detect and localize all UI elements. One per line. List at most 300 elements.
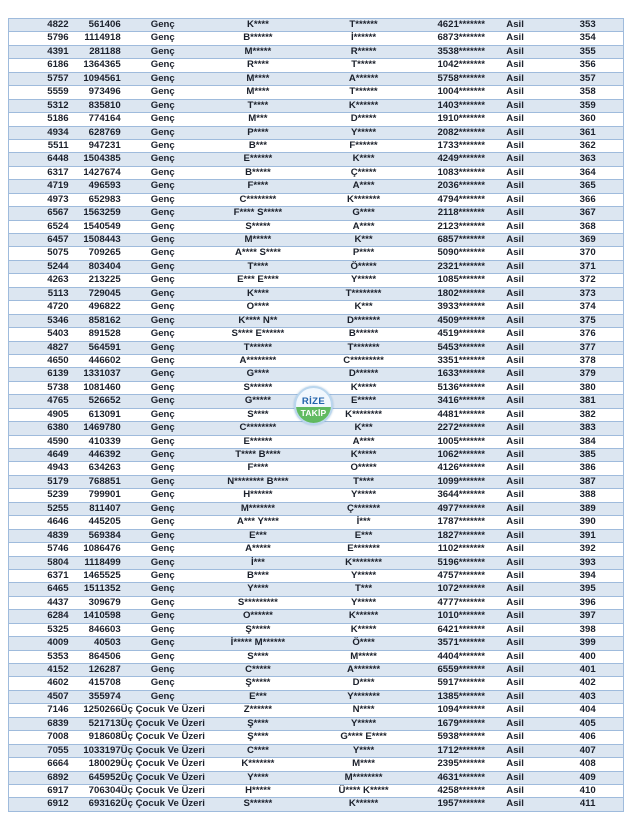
cell-draw_order: 375 (552, 314, 623, 327)
cell-draw_order: 364 (552, 166, 623, 179)
cell-status: Asil (506, 569, 552, 582)
cell-row_no: 4263 (9, 274, 69, 287)
cell-first_name: Ş**** (205, 717, 311, 730)
cell-last_name: K***** (311, 449, 416, 462)
table-row (9, 207, 624, 220)
table-row (9, 502, 624, 515)
cell-first_name: E*** (205, 690, 311, 703)
cell-application_no: 1033197 (69, 744, 121, 757)
cell-first_name: A**** S**** (205, 247, 311, 260)
cell-id_masked: 1062******* (416, 449, 506, 462)
cell-status: Asil (506, 529, 552, 542)
cell-first_name: E*** (205, 529, 311, 542)
cell-row_no: 4437 (9, 596, 69, 609)
table-row (9, 489, 624, 502)
cell-status: Asil (506, 556, 552, 569)
cell-category: Üç Çocuk Ve Üzeri (120, 731, 205, 743)
cell-id_masked: 2395******* (416, 758, 506, 771)
cell-id_masked: 2118******* (416, 207, 506, 220)
cell-id_masked: 2123******* (416, 220, 506, 233)
cell-first_name: A***** (205, 543, 311, 556)
cell-status: Asil (506, 287, 552, 300)
cell-row_no: 4765 (9, 395, 69, 408)
cell-last_name: Y******* (311, 690, 416, 703)
table-row (9, 677, 624, 690)
table-row (9, 220, 624, 233)
cell-application_no: 1511352 (69, 583, 121, 596)
cell-first_name: B***** (205, 166, 311, 179)
cell-row_no: 5511 (9, 139, 69, 152)
cell-id_masked: 3571******* (416, 637, 506, 650)
cell-last_name: K****** (311, 798, 416, 811)
cell-application_no: 947231 (69, 139, 121, 152)
cell-first_name: M**** (205, 86, 311, 99)
cell-draw_order: 361 (552, 126, 623, 139)
cell-last_name: D******* (311, 314, 416, 327)
cell-status: Asil (506, 113, 552, 126)
cell-first_name: H****** (205, 489, 311, 502)
cell-status: Asil (506, 220, 552, 233)
cell-application_no: 564591 (69, 341, 121, 354)
cell-draw_order: 353 (552, 19, 623, 32)
cell-first_name: K**** N** (205, 314, 311, 327)
cell-id_masked: 4621******* (416, 19, 506, 32)
cell-row_no: 5179 (9, 475, 69, 488)
cell-id_masked: 1633******* (416, 368, 506, 381)
cell-row_no: 5244 (9, 260, 69, 273)
cell-id_masked: 4404******* (416, 650, 506, 663)
cell-draw_order: 358 (552, 86, 623, 99)
cell-first_name: E****** (205, 435, 311, 448)
cell-first_name: B*** (205, 139, 311, 152)
cell-draw_order: 370 (552, 247, 623, 260)
cell-last_name: E******* (311, 543, 416, 556)
cell-id_masked: 5090******* (416, 247, 506, 260)
cell-last_name: C********* (311, 354, 416, 367)
cell-id_masked: 2036******* (416, 180, 506, 193)
cell-id_masked: 4126******* (416, 462, 506, 475)
cell-category: Genç (121, 328, 205, 341)
cell-row_no: 6912 (9, 798, 69, 811)
cell-draw_order: 365 (552, 180, 623, 193)
cell-last_name: E***** (311, 395, 416, 408)
cell-last_name: O***** (311, 462, 416, 475)
cell-status: Asil (506, 798, 552, 811)
cell-application_no: 1364365 (69, 59, 121, 72)
cell-draw_order: 366 (552, 193, 623, 206)
cell-draw_order: 354 (552, 32, 623, 45)
table-row (9, 569, 624, 582)
cell-draw_order: 363 (552, 153, 623, 166)
cell-id_masked: 4519******* (416, 328, 506, 341)
cell-first_name: T**** (205, 260, 311, 273)
cell-status: Asil (506, 610, 552, 623)
cell-application_no: 1508443 (69, 234, 121, 247)
cell-first_name: M*** (205, 113, 311, 126)
cell-category: Genç (121, 556, 205, 569)
cell-category: Genç (121, 354, 205, 367)
cell-application_no: 729045 (69, 287, 121, 300)
cell-status: Asil (506, 677, 552, 690)
cell-application_no: 1094561 (69, 72, 121, 85)
cell-first_name: İ***** M****** (205, 637, 311, 650)
cell-category: Genç (121, 86, 205, 99)
cell-row_no: 5804 (9, 556, 69, 569)
cell-application_no: 281188 (69, 45, 121, 58)
cell-application_no: 309679 (69, 596, 121, 609)
cell-status: Asil (506, 234, 552, 247)
cell-draw_order: 404 (552, 704, 623, 717)
cell-id_masked: 6421******* (416, 623, 506, 636)
cell-last_name: M***** (311, 650, 416, 663)
cell-row_no: 7055 (9, 744, 69, 757)
cell-status: Asil (506, 758, 552, 771)
cell-first_name: S****** (205, 381, 311, 394)
cell-draw_order: 374 (552, 301, 623, 314)
cell-id_masked: 5758******* (416, 72, 506, 85)
cell-draw_order: 402 (552, 677, 623, 690)
cell-application_no: 1086476 (69, 543, 121, 556)
cell-row_no: 7146 (9, 704, 69, 717)
cell-status: Asil (506, 139, 552, 152)
cell-last_name: Ç******* (311, 502, 416, 515)
cell-status: Asil (506, 435, 552, 448)
cell-category: Üç Çocuk Ve Üzeri (120, 784, 205, 796)
cell-draw_order: 400 (552, 650, 623, 663)
table-row (9, 583, 624, 596)
cell-draw_order: 379 (552, 368, 623, 381)
cell-category: Genç (121, 623, 205, 636)
cell-draw_order: 403 (552, 690, 623, 703)
cell-id_masked: 1802******* (416, 287, 506, 300)
cell-draw_order: 362 (552, 139, 623, 152)
cell-last_name: Y**** (311, 744, 416, 757)
cell-application_no: 858162 (69, 314, 121, 327)
cell-draw_order: 405 (552, 717, 623, 730)
cell-draw_order: 357 (552, 72, 623, 85)
cell-application_no: 213225 (69, 274, 121, 287)
cell-application_no: 180029 (69, 758, 121, 771)
cell-row_no: 6317 (9, 166, 69, 179)
cell-draw_order: 372 (552, 274, 623, 287)
cell-draw_order: 378 (552, 354, 623, 367)
cell-first_name: Ş***** (205, 623, 311, 636)
cell-id_masked: 1910******* (416, 113, 506, 126)
cell-id_masked: 2082******* (416, 126, 506, 139)
cell-category: Üç Çocuk Ve Üzeri (120, 798, 205, 810)
cell-application_no: 1504385 (69, 153, 121, 166)
cell-application_no: 410339 (69, 435, 121, 448)
cell-id_masked: 6873******* (416, 32, 506, 45)
cell-application_no: 1118499 (69, 556, 121, 569)
cell-last_name: P**** (311, 247, 416, 260)
cell-first_name: C******** (205, 422, 311, 435)
cell-category: Genç (121, 422, 205, 435)
cell-row_no: 5738 (9, 381, 69, 394)
cell-row_no: 4943 (9, 462, 69, 475)
cell-first_name: F**** S***** (205, 207, 311, 220)
cell-draw_order: 388 (552, 489, 623, 502)
cell-first_name: Y**** (205, 583, 311, 596)
cell-first_name: T**** B**** (205, 449, 311, 462)
cell-category: Genç (121, 435, 205, 448)
cell-application_no: 1469780 (69, 422, 121, 435)
table-row (9, 247, 624, 260)
cell-category: Genç (121, 207, 205, 220)
cell-row_no: 5403 (9, 328, 69, 341)
cell-last_name: Y***** (311, 717, 416, 730)
cell-status: Asil (506, 516, 552, 529)
cell-status: Asil (506, 19, 552, 32)
cell-row_no: 6371 (9, 569, 69, 582)
cell-last_name: K******* (311, 193, 416, 206)
cell-draw_order: 355 (552, 45, 623, 58)
cell-application_no: 693162 (69, 798, 121, 811)
cell-draw_order: 385 (552, 449, 623, 462)
cell-category: Genç (121, 166, 205, 179)
cell-application_no: 846603 (69, 623, 121, 636)
cell-category: Genç (121, 543, 205, 556)
cell-status: Asil (506, 314, 552, 327)
table-row (9, 32, 624, 45)
cell-application_no: 645952 (69, 771, 121, 784)
cell-id_masked: 5196******* (416, 556, 506, 569)
cell-last_name: N**** (311, 704, 416, 717)
cell-last_name: A******* (311, 664, 416, 677)
cell-last_name: Y***** (311, 274, 416, 287)
table-row (9, 166, 624, 179)
table-row (9, 301, 624, 314)
table-row (9, 287, 624, 300)
cell-application_no: 1114918 (69, 32, 121, 45)
cell-last_name: K******** (311, 408, 416, 421)
cell-first_name: G**** (205, 368, 311, 381)
cell-first_name: K**** (205, 19, 311, 32)
cell-row_no: 4391 (9, 45, 69, 58)
cell-id_masked: 4249******* (416, 153, 506, 166)
cell-row_no: 5353 (9, 650, 69, 663)
cell-application_no: 496822 (69, 301, 121, 314)
cell-id_masked: 4258******* (416, 784, 506, 797)
cell-draw_order: 391 (552, 529, 623, 542)
cell-status: Asil (506, 637, 552, 650)
cell-first_name: A*** Y**** (205, 516, 311, 529)
cell-last_name: T******* (311, 341, 416, 354)
cell-row_no: 5746 (9, 543, 69, 556)
cell-row_no: 6448 (9, 153, 69, 166)
cell-application_no: 40503 (69, 637, 121, 650)
cell-last_name: Ö***** (311, 260, 416, 273)
cell-application_no: 1540549 (69, 220, 121, 233)
cell-application_no: 569384 (69, 529, 121, 542)
cell-first_name: Y**** (205, 771, 311, 784)
cell-row_no: 5346 (9, 314, 69, 327)
cell-last_name: D**** (311, 677, 416, 690)
cell-id_masked: 4977******* (416, 502, 506, 515)
cell-draw_order: 368 (552, 220, 623, 233)
cell-application_no: 445205 (69, 516, 121, 529)
cell-first_name: S**** E****** (205, 328, 311, 341)
cell-category: Genç (121, 569, 205, 582)
cell-last_name: K****** (311, 610, 416, 623)
cell-category: Genç (121, 449, 205, 462)
cell-last_name: K**** (311, 153, 416, 166)
cell-first_name: S********* (205, 596, 311, 609)
cell-draw_order: 397 (552, 610, 623, 623)
cell-status: Asil (506, 422, 552, 435)
cell-row_no: 5075 (9, 247, 69, 260)
cell-category: Üç Çocuk Ve Üzeri (120, 704, 205, 716)
cell-first_name: K**** (205, 287, 311, 300)
table-row (9, 86, 624, 99)
cell-status: Asil (506, 717, 552, 730)
cell-id_masked: 1085******* (416, 274, 506, 287)
table-row (9, 798, 624, 811)
table-row (9, 314, 624, 327)
cell-draw_order: 377 (552, 341, 623, 354)
cell-first_name: T****** (205, 341, 311, 354)
cell-status: Asil (506, 744, 552, 757)
cell-category: Genç (121, 301, 205, 314)
cell-status: Asil (506, 59, 552, 72)
cell-first_name: O**** (205, 301, 311, 314)
cell-last_name: T*** (311, 583, 416, 596)
cell-application_no: 652983 (69, 193, 121, 206)
cell-draw_order: 393 (552, 556, 623, 569)
cell-first_name: T**** (205, 99, 311, 112)
cell-row_no: 6380 (9, 422, 69, 435)
table-row (9, 99, 624, 112)
cell-status: Asil (506, 623, 552, 636)
table-row (9, 596, 624, 609)
cell-id_masked: 1385******* (416, 690, 506, 703)
cell-first_name: Ş***** (205, 677, 311, 690)
cell-first_name: Ş**** (205, 731, 311, 744)
cell-last_name: İ****** (311, 32, 416, 45)
cell-status: Asil (506, 690, 552, 703)
table-row (9, 556, 624, 569)
cell-draw_order: 390 (552, 516, 623, 529)
table-row (9, 59, 624, 72)
rize-takip-watermark-badge (294, 386, 333, 425)
cell-first_name: M******* (205, 502, 311, 515)
cell-id_masked: 1004******* (416, 86, 506, 99)
cell-status: Asil (506, 462, 552, 475)
cell-row_no: 6839 (9, 717, 69, 730)
cell-last_name: K*** (311, 301, 416, 314)
cell-status: Asil (506, 328, 552, 341)
cell-status: Asil (506, 543, 552, 556)
cell-category: Genç (121, 677, 205, 690)
cell-row_no: 4719 (9, 180, 69, 193)
cell-application_no: 709265 (69, 247, 121, 260)
cell-first_name: N******** B**** (205, 475, 311, 488)
cell-application_no: 774164 (69, 113, 121, 126)
cell-last_name: M**** (311, 758, 416, 771)
cell-draw_order: 396 (552, 596, 623, 609)
cell-row_no: 7008 (9, 731, 69, 744)
cell-first_name: C**** (205, 744, 311, 757)
cell-last_name: T******** (311, 287, 416, 300)
cell-application_no: 1465525 (69, 569, 121, 582)
cell-id_masked: 1679******* (416, 717, 506, 730)
table-row (9, 637, 624, 650)
cell-row_no: 4839 (9, 529, 69, 542)
cell-id_masked: 3416******* (416, 395, 506, 408)
table-row (9, 717, 624, 730)
table-row (9, 193, 624, 206)
cell-first_name: F**** (205, 462, 311, 475)
table-row (9, 368, 624, 381)
cell-status: Asil (506, 207, 552, 220)
cell-id_masked: 1787******* (416, 516, 506, 529)
cell-first_name: M***** (205, 45, 311, 58)
cell-category: Genç (121, 45, 205, 58)
cell-first_name: C******** (205, 193, 311, 206)
cell-id_masked: 5453******* (416, 341, 506, 354)
cell-status: Asil (506, 247, 552, 260)
cell-application_no: 1081460 (69, 381, 121, 394)
cell-category: Üç Çocuk Ve Üzeri (120, 744, 205, 756)
cell-row_no: 5113 (9, 287, 69, 300)
cell-application_no: 973496 (69, 86, 121, 99)
table-row (9, 234, 624, 247)
cell-application_no: 415708 (69, 677, 121, 690)
cell-row_no: 5796 (9, 32, 69, 45)
cell-row_no: 4827 (9, 341, 69, 354)
cell-last_name: K*** (311, 234, 416, 247)
table-row (9, 19, 624, 32)
cell-id_masked: 2321******* (416, 260, 506, 273)
cell-draw_order: 376 (552, 328, 623, 341)
cell-category: Genç (121, 139, 205, 152)
cell-status: Asil (506, 32, 552, 45)
cell-draw_order: 401 (552, 664, 623, 677)
cell-category: Genç (121, 314, 205, 327)
cell-first_name: E****** (205, 153, 311, 166)
table-row (9, 72, 624, 85)
cell-category: Üç Çocuk Ve Üzeri (120, 758, 205, 770)
cell-id_masked: 3351******* (416, 354, 506, 367)
cell-category: Genç (121, 180, 205, 193)
cell-category: Genç (121, 502, 205, 515)
cell-application_no: 126287 (69, 664, 121, 677)
cell-category: Genç (121, 583, 205, 596)
cell-last_name: İ*** (311, 516, 416, 529)
table-row (9, 435, 624, 448)
cell-row_no: 5757 (9, 72, 69, 85)
cell-id_masked: 3933******* (416, 301, 506, 314)
cell-draw_order: 383 (552, 422, 623, 435)
cell-application_no: 1331037 (69, 368, 121, 381)
cell-row_no: 5559 (9, 86, 69, 99)
cell-draw_order: 398 (552, 623, 623, 636)
table-row (9, 744, 624, 757)
cell-id_masked: 1733******* (416, 139, 506, 152)
table-row (9, 623, 624, 636)
cell-status: Asil (506, 731, 552, 744)
cell-last_name: R***** (311, 45, 416, 58)
cell-row_no: 6892 (9, 771, 69, 784)
cell-category: Genç (121, 99, 205, 112)
table-row (9, 449, 624, 462)
cell-status: Asil (506, 596, 552, 609)
cell-last_name: Ö**** (311, 637, 416, 650)
watermark-text-rize: RİZE (301, 395, 326, 407)
cell-id_masked: 3538******* (416, 45, 506, 58)
cell-status: Asil (506, 301, 552, 314)
cell-status: Asil (506, 704, 552, 717)
